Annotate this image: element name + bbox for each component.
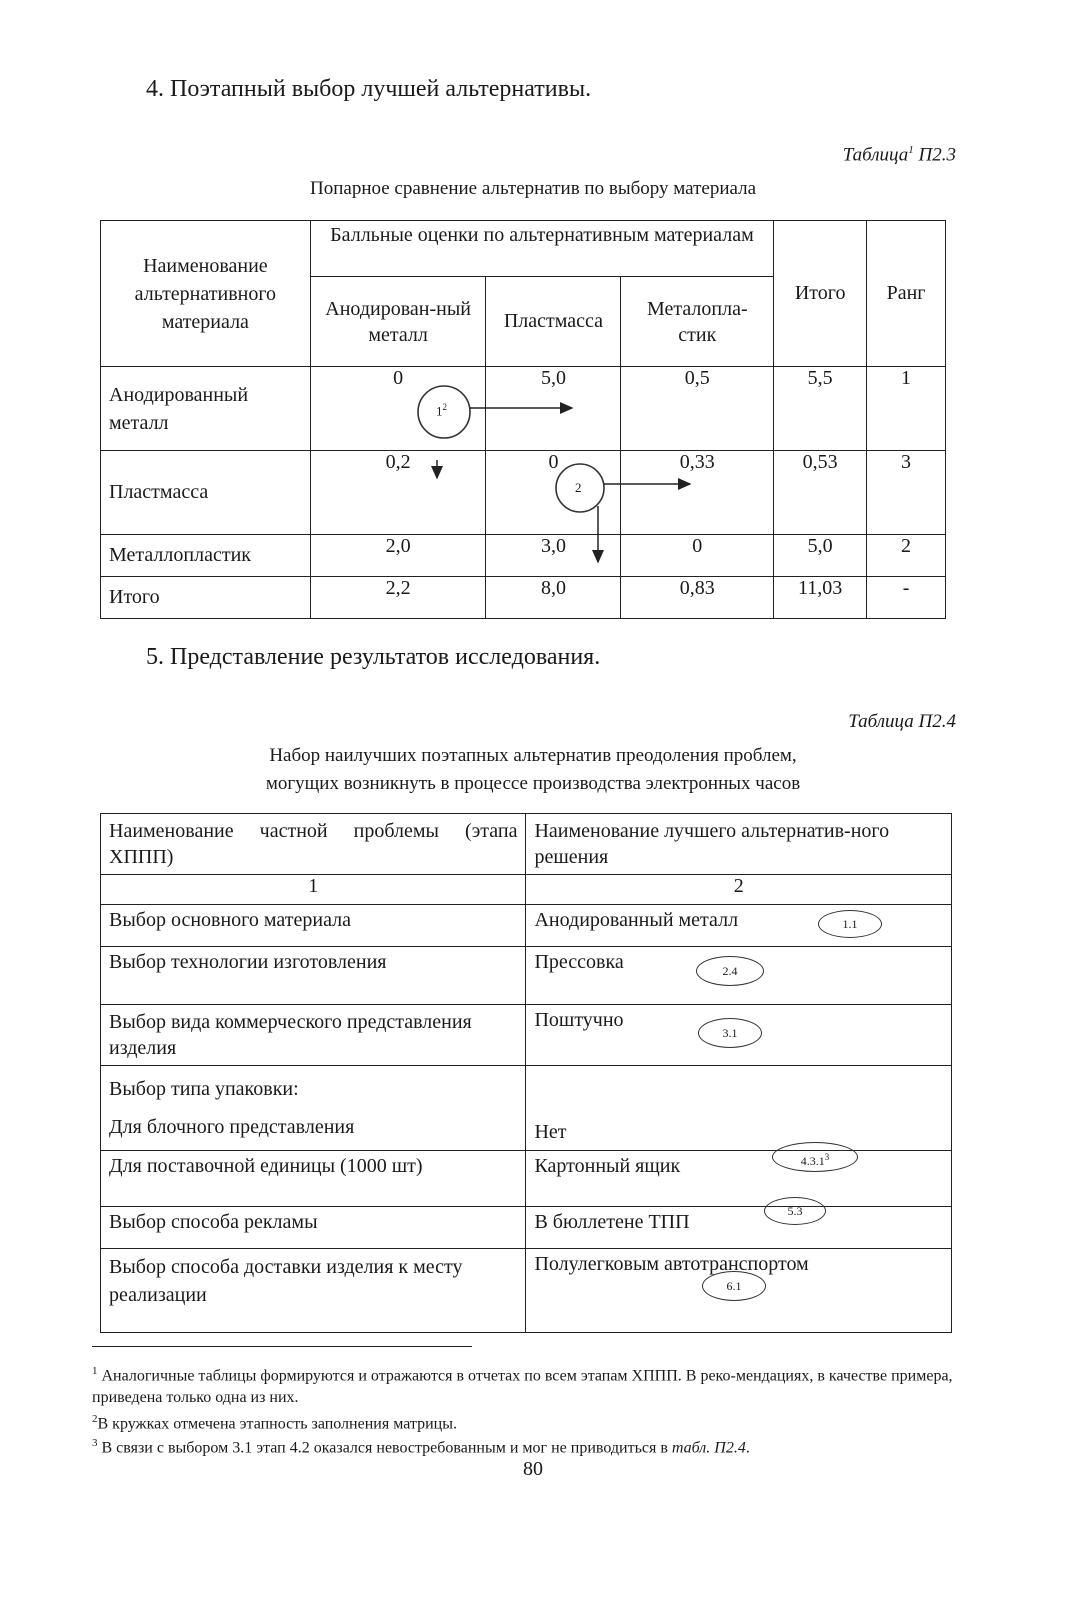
footnote-1-text: Аналогичные таблицы формируются и отражаются в отчетах по всем этапам ХППП. В реко-мендациях, в качестве примера, приведена только одна из них. <box>92 1367 953 1407</box>
row-name: Анодированный металл <box>101 367 311 451</box>
stage-badge: 2.4 <box>696 956 764 986</box>
step-2-label: 2 <box>575 480 582 495</box>
header-solution: Наименование лучшего альтернатив-ного решения <box>526 814 952 875</box>
cell-value: 0,5 <box>621 367 774 451</box>
cell-rank: 2 <box>867 535 946 577</box>
header-rank: Ранг <box>867 221 946 367</box>
cell-total: 0,53 <box>774 451 867 535</box>
problem-cell: Выбор способа рекламы <box>101 1207 526 1249</box>
header-problem: Наименование частной проблемы (этапа ХППП) <box>101 814 526 875</box>
row-name: Итого <box>101 577 311 619</box>
row-name: Металлопластик <box>101 535 311 577</box>
stage-badge: 1.1 <box>818 910 882 938</box>
problem-cell: Выбор вида коммерческого представления изделия <box>101 1005 526 1066</box>
stage-badge: 5.3 <box>764 1197 826 1225</box>
solution-cell: Поштучно <box>526 1005 952 1066</box>
solution-cell: В бюллетене ТПП <box>526 1207 952 1249</box>
step-arrows-overlay <box>0 0 1066 640</box>
table2-label: Таблица П2.4 <box>848 711 956 732</box>
solution-text: Нет <box>534 1121 567 1143</box>
footnote-3-text: В связи с выбором 3.1 этап 4.2 оказался невостребованным и мог не приводиться в <box>101 1439 672 1457</box>
stage-badge-text: 4.3.1 <box>800 1154 825 1168</box>
problem-cell: Выбор способа доставки изделия к месту реализации <box>101 1249 526 1333</box>
stage-badge: 6.1 <box>702 1271 766 1301</box>
table2-caption <box>0 742 1066 798</box>
footnote-1-mark: 1 <box>92 1365 98 1377</box>
stage-badge: 3.1 <box>698 1018 762 1048</box>
solution-cell: Полулегковым автотранспортом <box>526 1249 952 1333</box>
table1-caption: Попарное сравнение альтернатив по выбору материала <box>310 178 756 199</box>
problem-packaging-block: Для блочного представления <box>109 1116 355 1138</box>
section-heading-4: 4. Поэтапный выбор лучшей альтернативы. <box>146 76 592 102</box>
stage-badge-footnote-mark: 3 <box>824 1152 830 1162</box>
solution-cell <box>526 1066 952 1151</box>
solution-cell: Прессовка <box>526 947 952 1005</box>
solution-cell: Анодированный металл <box>526 905 952 947</box>
cell-value: 0,83 <box>621 577 774 619</box>
cell-total: 5,0 <box>774 535 867 577</box>
stage-badge <box>772 1142 858 1172</box>
cell-value: 0 <box>310 367 486 451</box>
footnote-3-end: . <box>745 1439 750 1457</box>
header-name-col: Наименование альтернативного материала <box>101 221 311 367</box>
cell-value: 2,0 <box>310 535 486 577</box>
cell-value: 0,2 <box>310 451 486 535</box>
cell-rank: 1 <box>867 367 946 451</box>
cell-value: 0 <box>486 451 621 535</box>
footnote-2-mark: 2 <box>92 1413 98 1425</box>
footnote-2-text: В кружках отмечена этапность заполнения матрицы. <box>97 1415 457 1433</box>
header-num-2: 2 <box>526 875 952 905</box>
cell-value: 3,0 <box>486 535 621 577</box>
header-total: Итого <box>774 221 867 367</box>
footnote-3 <box>92 1432 962 1459</box>
cell-rank: - <box>867 577 946 619</box>
page-number: 80 <box>523 1458 543 1480</box>
table1-label-number: П2.3 <box>913 144 956 166</box>
step-1-label <box>436 402 447 419</box>
problem-cell: Выбор основного материала <box>101 905 526 947</box>
cell-value: 0,33 <box>621 451 774 535</box>
subheader-anodized: Анодирован-ный металл <box>310 277 486 367</box>
footnote-1 <box>92 1360 962 1409</box>
problem-cell: Выбор технологии изготовления <box>101 947 526 1005</box>
section-heading-5: 5. Представление результатов исследования. <box>146 644 601 670</box>
header-num-1: 1 <box>101 875 526 905</box>
cell-total: 11,03 <box>774 577 867 619</box>
problem-cell: Для поставочной единицы (1000 шт) <box>101 1151 526 1207</box>
problem-packaging: Выбор типа упаковки: <box>109 1078 299 1100</box>
footnote-divider <box>92 1346 472 1347</box>
table1-label-footnote-mark: 1 <box>908 144 914 156</box>
results-table <box>100 813 952 1333</box>
solution-cell: Картонный ящик <box>526 1151 952 1207</box>
row-name: Пластмасса <box>101 451 311 535</box>
problem-cell <box>101 1066 526 1151</box>
cell-value: 5,0 <box>486 367 621 451</box>
footnote-3-mark: 3 <box>92 1437 98 1449</box>
footnote-3-table-ref: табл. П2.4 <box>671 1439 746 1457</box>
subheader-plastic: Пластмасса <box>486 277 621 367</box>
cell-value: 0 <box>621 535 774 577</box>
header-scores-group: Балльные оценки по альтернативным материалам <box>310 221 773 277</box>
table2-caption-line1: Набор наилучших поэтапных альтернатив преодоления проблем, <box>269 745 797 766</box>
cell-total: 5,5 <box>774 367 867 451</box>
cell-value: 2,2 <box>310 577 486 619</box>
step-1-number: 1 <box>436 403 443 419</box>
subheader-metalplastic: Металопла-стик <box>621 277 774 367</box>
table1-label-text: Таблица <box>842 144 909 166</box>
cell-rank: 3 <box>867 451 946 535</box>
step-1-footnote-mark: 2 <box>442 402 447 412</box>
table2-caption-line2: могущих возникнуть в процессе производства электронных часов <box>265 773 801 794</box>
cell-value: 8,0 <box>486 577 621 619</box>
